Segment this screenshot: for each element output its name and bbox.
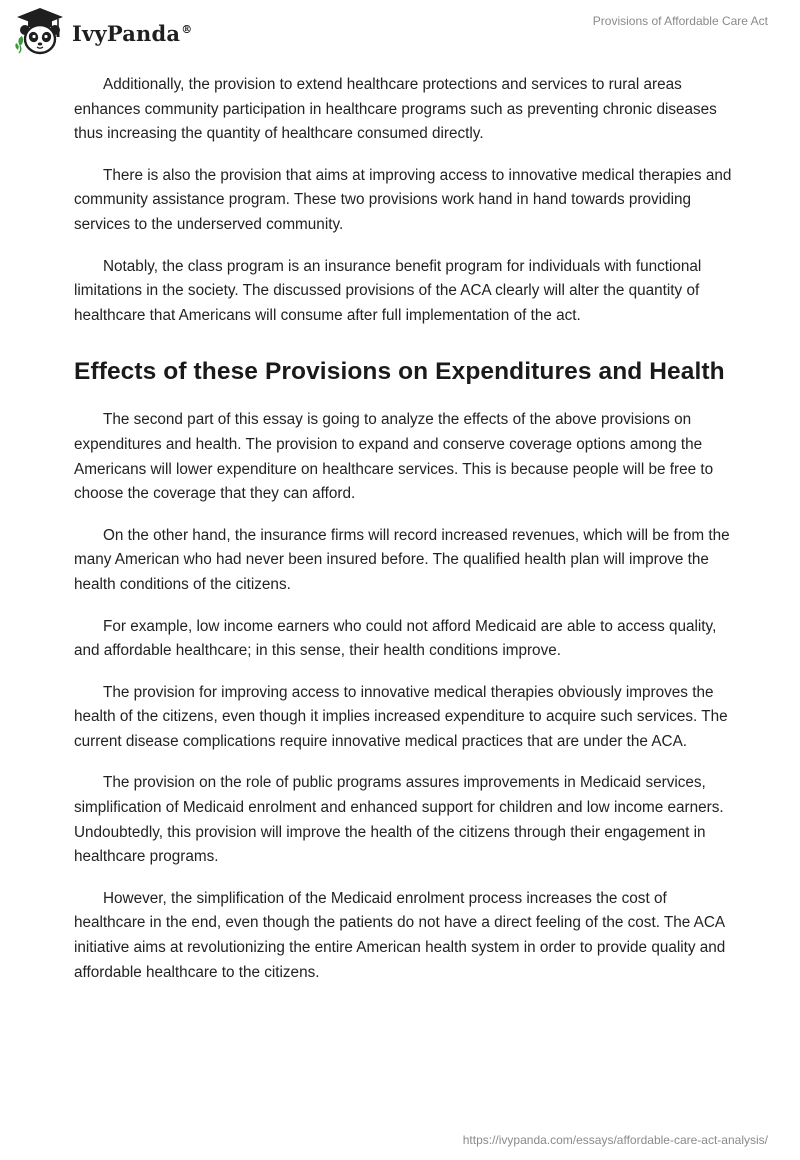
page-header [0, 0, 800, 60]
paragraph: The provision on the role of public programs assures improvements in Medicaid services, simplification of Medicaid enrolment and enhanced support for children and low income earners. Undoubtedly, this provision will improve the health of the citizens through their engagement in healthcare programs. [74, 774, 724, 866]
document-title: Provisions of Affordable Care Act [592, 14, 768, 28]
paragraph: Notably, the class program is an insurance benefit program for individuals with functional limitations in the society. The discussed provisions of the ACA clearly will alter the quantity of healthcare that Americans will consume after full implementation of the act. [74, 257, 702, 324]
paragraph: For example, low income earners who could not afford Medicaid are able to access quality, and affordable healthcare; in this sense, their health conditions improve. [74, 617, 717, 660]
panda-graduate-icon [14, 6, 66, 56]
paragraph: Additionally, the provision to extend healthcare protections and services to rural areas enhances community participation in healthcare programs such as preventing chronic diseases thus increasing the quantity of healthcare consumed directly. [74, 76, 717, 143]
essay-content [74, 73, 734, 1002]
paragraph: However, the simplification of the Medicaid enrolment process increases the cost of healthcare in the end, even though the patients do not have a direct feeling of the cost. The ACA initiative aims at revolutionizing the entire American health system in order to provide quality and affordable healthcare to the citizens. [74, 889, 726, 981]
ivypanda-logo[interactable] [14, 6, 192, 56]
section-heading: Effects of these Provisions on Expenditures and Health [74, 358, 725, 386]
source-url[interactable]: https://ivypanda.com/essays/affordable-care-act-analysis/ [462, 1133, 768, 1147]
paragraph: On the other hand, the insurance firms will record increased revenues, which will be from the many American who had never been insured before. The qualified health plan will improve the health conditions of the citizens. [74, 526, 730, 593]
brand-name: IvyPanda® [72, 20, 193, 46]
paragraph: There is also the provision that aims at improving access to innovative medical therapies and community assistance program. These two provisions work hand in hand towards providing services to the underserved community. [74, 166, 732, 233]
paragraph: The provision for improving access to innovative medical therapies obviously improves the health of the citizens, even though it implies increased expenditure to acquire such services. The current disease complications require innovative medical practices that are under the ACA. [74, 683, 728, 750]
paragraph: The second part of this essay is going to analyze the effects of the above provisions on expenditures and health. The provision to expand and conserve coverage options among the Americans will lower expenditure on healthcare services. This is because people will be free to choose the coverage that they can afford. [74, 411, 714, 503]
